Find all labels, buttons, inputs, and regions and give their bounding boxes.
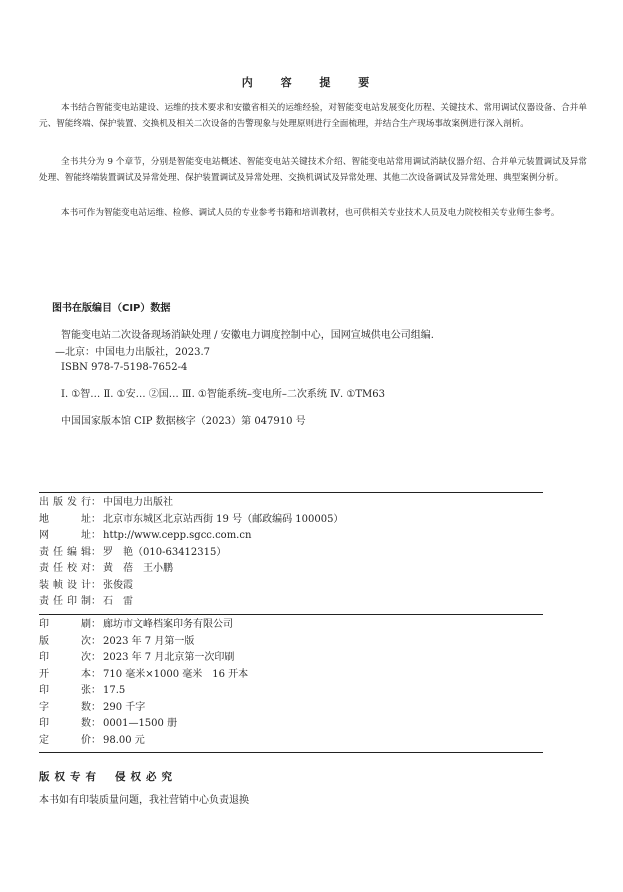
field-label: 开 本 xyxy=(39,668,91,680)
publisher-info-row xyxy=(39,578,133,594)
field-label: 印 数 xyxy=(39,718,91,729)
cip-title: 图书在版编目（CIP）数据 xyxy=(52,303,171,314)
field-value: 北京市东城区北京站西街 19 号（邮政编码 100005） xyxy=(103,513,344,525)
field-value: 290 千字 xyxy=(103,701,146,713)
publisher-info-row xyxy=(39,545,226,561)
field-value: 石 雷 xyxy=(103,596,133,607)
divider-middle xyxy=(39,614,543,615)
divider-top xyxy=(39,492,543,493)
summary-paragraph-3: 本书可作为智能变电站运维、检修、调试人员的专业参考书籍和培训教材，也可供相关专业技术人员及电力院校相关专业师生参考。 xyxy=(61,208,560,218)
field-label: 印 张 xyxy=(39,685,91,696)
field-value: 中国电力出版社 xyxy=(103,497,173,508)
field-label: 网 址 xyxy=(39,530,91,541)
field-separator: ： xyxy=(91,701,101,713)
field-separator: ： xyxy=(91,619,101,630)
field-label: 出版发行 xyxy=(39,497,91,508)
summary-paragraph-1: 本书结合智能变电站建设、运维的技术要求和安徽省相关的运维经验，对智能变电站发展变化历程、关键技术、常用调试仪器设备、合并单元、智能终端、保护装置、交换机及相关二次设备的告警现象与处理原则进行全面梳理，并结合生产现场事故案例进行深入剖析。 xyxy=(39,103,587,129)
field-label: 定 价 xyxy=(39,734,91,746)
field-value: 罗 艳（010-63412315） xyxy=(103,546,227,558)
rights-statement xyxy=(39,769,177,784)
summary-title: 内 容 提 要 xyxy=(241,76,382,89)
field-separator: ： xyxy=(91,668,101,680)
field-value: 0001—1500 册 xyxy=(103,718,178,729)
return-notice: 本书如有印装质量问题，我社营销中心负责退换 xyxy=(39,795,249,806)
field-value: 710 毫米×1000 毫米 16 开本 xyxy=(103,668,249,680)
field-separator: ： xyxy=(91,513,101,525)
field-value: 98.00 元 xyxy=(103,734,145,746)
field-separator: ： xyxy=(91,596,101,607)
field-label: 责任印制 xyxy=(39,596,91,607)
field-separator: ： xyxy=(91,685,101,696)
field-separator: ： xyxy=(91,546,101,558)
print-info-row xyxy=(39,700,145,716)
print-info-row xyxy=(39,667,248,683)
publisher-info-row xyxy=(39,512,343,528)
field-separator: ： xyxy=(91,579,101,591)
piracy-warning: 侵权必究 xyxy=(115,771,177,783)
print-info-row xyxy=(39,634,194,650)
field-label: 责任校对 xyxy=(39,563,91,574)
publisher-info-row xyxy=(39,561,173,577)
field-value: 张俊霞 xyxy=(103,579,133,591)
summary-paragraph-2: 全书共分为 9 个章节，分别是智能变电站概述、智能变电站关键技术介绍、智能变电站常用调试消缺仪器介绍、合并单元装置调试及异常处理、智能终端装置调试及异常处理、保护装置调试及异常处理、交换机调试及异常处理、其他二次设备调试及异常处理、典型案例分析。 xyxy=(39,157,587,183)
cip-main-entry: 智能变电站二次设备现场消缺处理 / 安徽电力调度控制中心，国网宣城供电公司组编. xyxy=(61,330,434,341)
field-label: 装帧设计 xyxy=(39,579,91,591)
field-label: 印 刷 xyxy=(39,619,91,630)
cip-classification: Ⅰ. ①智… Ⅱ. ①安… ②国… Ⅲ. ①智能系统–变电所–二次系统 Ⅳ. ①TM63 xyxy=(61,389,386,400)
field-value: 廊坊市文峰档案印务有限公司 xyxy=(103,619,233,630)
publisher-info-row xyxy=(39,594,133,610)
print-info-row xyxy=(39,683,125,699)
print-info-row xyxy=(39,650,234,666)
print-info-row xyxy=(39,716,177,732)
field-separator: ： xyxy=(91,530,101,541)
publisher-info-row xyxy=(39,528,251,544)
cip-record-number: 中国国家版本馆 CIP 数据核字（2023）第 047910 号 xyxy=(61,416,306,427)
field-separator: ： xyxy=(91,635,101,647)
field-separator: ： xyxy=(91,734,101,746)
field-value: http://www.cepp.sgcc.com.cn xyxy=(103,530,252,541)
field-separator: ： xyxy=(91,718,101,729)
field-label: 印 次 xyxy=(39,652,91,663)
field-value: 2023 年 7 月北京第一次印刷 xyxy=(103,652,235,663)
rights-reserved: 版权专有 xyxy=(39,771,101,783)
field-label: 字 数 xyxy=(39,701,91,713)
cip-imprint: —北京：中国电力出版社，2023.7 xyxy=(55,347,210,358)
print-info-row xyxy=(39,733,145,749)
field-value: 黄 蓓 王小鹏 xyxy=(103,563,173,574)
print-info-row xyxy=(39,617,233,633)
field-label: 责任编辑 xyxy=(39,546,91,558)
field-separator: ： xyxy=(91,652,101,663)
field-separator: ： xyxy=(91,497,101,508)
field-value: 17.5 xyxy=(103,685,126,696)
field-label: 版 次 xyxy=(39,635,91,647)
publisher-info-row xyxy=(39,495,173,511)
divider-bottom xyxy=(39,752,543,753)
field-label: 地 址 xyxy=(39,513,91,525)
field-separator: ： xyxy=(91,563,101,574)
cip-isbn: ISBN 978-7-5198-7652-4 xyxy=(61,362,188,373)
field-value: 2023 年 7 月第一版 xyxy=(103,635,195,647)
